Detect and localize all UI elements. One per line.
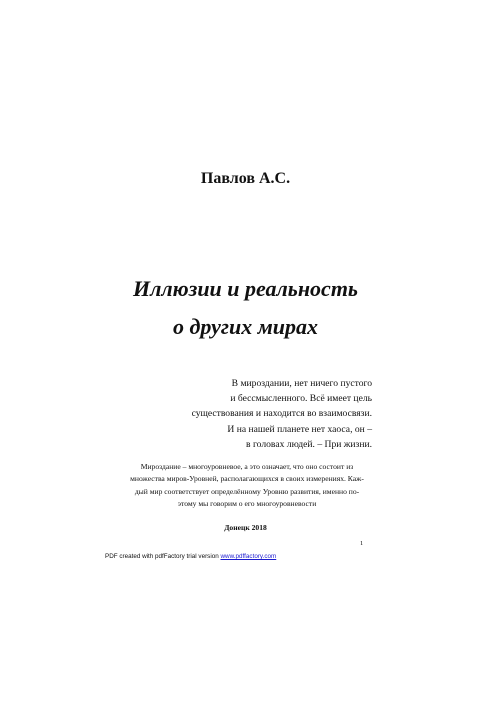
abstract-line: этому мы говорим о его многоуровневости [177,499,317,509]
abstract-line: множества миров-Уровней, располагающихся в своих измерениях. Каж- [130,474,364,484]
page-number: 1 [360,540,364,547]
epigraph [132,376,372,452]
title-line-1: Иллюзии и реальность [132,276,358,301]
abstract-line: дый мир соответствует определённому Уровню развития, именно по- [134,486,360,496]
epigraph-line: в головах людей. – При жизни. [246,438,372,450]
epigraph-line: В мироздании, нет ничего пустого [231,378,372,389]
footer-text: PDF created with pdfFactory trial version [105,553,221,560]
abstract-line: Мироздание – многоуровневое, а это означает, что оно состоит из [140,462,354,471]
pdf-footer [105,553,276,560]
epigraph-line: существования и находится во взаимосвязи. [191,408,372,420]
epigraph-line: и бессмысленного. Всё имеет цель [230,393,372,405]
abstract [112,461,382,511]
pdffactory-link[interactable]: www.pdffactory.com [220,553,277,560]
author-name: Павлов А.С. [200,170,291,187]
place-year: Донецк 2018 [224,523,267,532]
epigraph-line: И на нашей планете нет хаоса, он – [227,423,372,435]
title-line-2: о других мирах [172,314,319,339]
